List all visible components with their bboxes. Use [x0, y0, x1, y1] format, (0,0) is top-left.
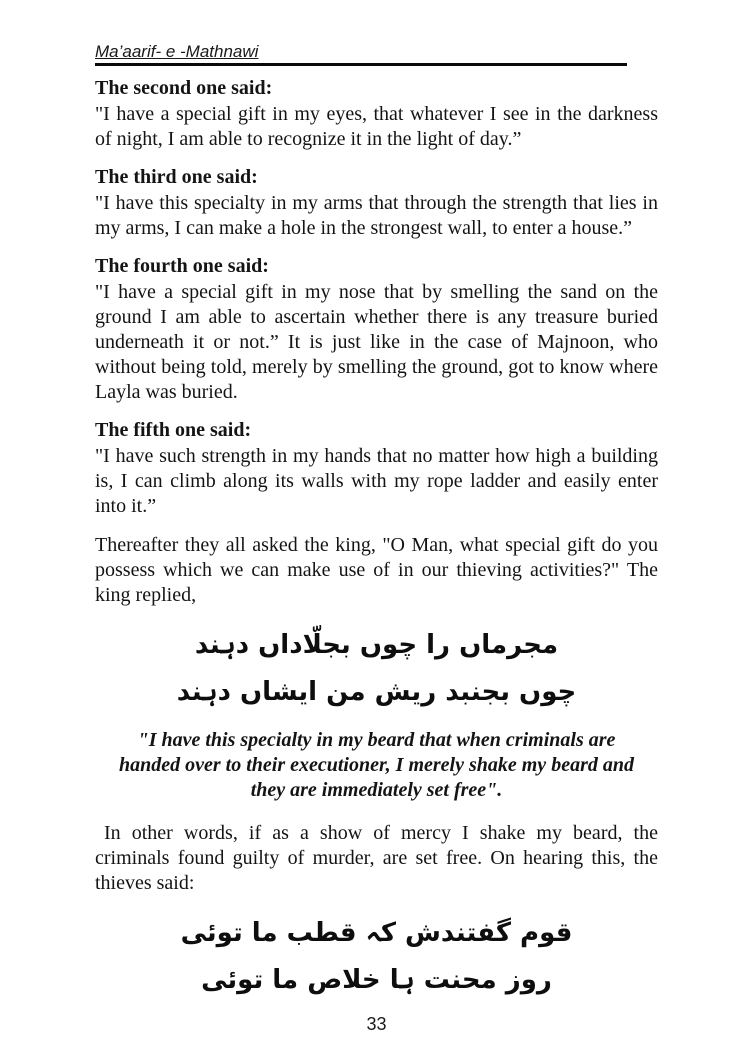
section-heading: The fourth one said:	[95, 255, 269, 277]
section-heading: The third one said:	[95, 166, 258, 188]
page-footer	[95, 1014, 658, 1035]
section-paragraph: "I have a special gift in my nose that by smelling the sand on the ground I am able to ascertain whether there is any treasure buried underneath it or not.” It is just like in the case of Majnoon, who without being told, merely by smelling the ground, got to know where Layla was buried.	[95, 281, 658, 403]
running-head-title: Ma’aarif- e -Mathnawi	[95, 42, 259, 61]
section-heading: The second one said:	[95, 77, 273, 99]
section-second-thief	[95, 71, 658, 152]
paragraph-king-question: Thereafter they all asked the king, "O Man, what special gift do you possess which we can make use of in our thieving activities?" The king replied,	[95, 534, 658, 606]
section-paragraph: "I have such strength in my hands that no matter how high a building is, I can climb along its walls with my rope ladder and easily enter into it.”	[95, 445, 658, 517]
section-third-thief	[95, 152, 658, 241]
page-header	[95, 42, 627, 66]
section-fourth-thief	[95, 241, 658, 405]
section-paragraph: "I have this specialty in my arms that through the strength that lies in my arms, I can make a hole in the strongest wall, to enter a house.”	[95, 192, 658, 239]
page-number: 33	[366, 1014, 387, 1034]
persian-couplet-2	[95, 910, 658, 1004]
persian-verse-line: قوم گفتندش کہ قطب ما توئی	[180, 918, 573, 948]
paragraph-explanation: In other words, if as a show of mercy I shake my beard, the criminals found guilty of murder, are set free. On hearing this, the thieves said:	[95, 822, 658, 894]
verse-translation: "I have this specialty in my beard that when criminals are handed over to their executioner, I merely shake my beard and they are immediately set free".	[119, 729, 634, 801]
persian-verse-line: مجرماں را چوں بجلّاداں دہند	[194, 630, 559, 660]
section-heading: The fifth one said:	[95, 419, 252, 441]
persian-verse-line: چوں بجنبد ریش من ایشاں دہند	[176, 677, 577, 707]
persian-verse-line: روز محنت ہا خلاص ما توئی	[201, 965, 552, 995]
persian-couplet-1	[95, 622, 658, 716]
section-fifth-thief	[95, 405, 658, 519]
section-paragraph: "I have a special gift in my eyes, that whatever I see in the darkness of night, I am able to recognize it in the light of day.”	[95, 103, 658, 150]
